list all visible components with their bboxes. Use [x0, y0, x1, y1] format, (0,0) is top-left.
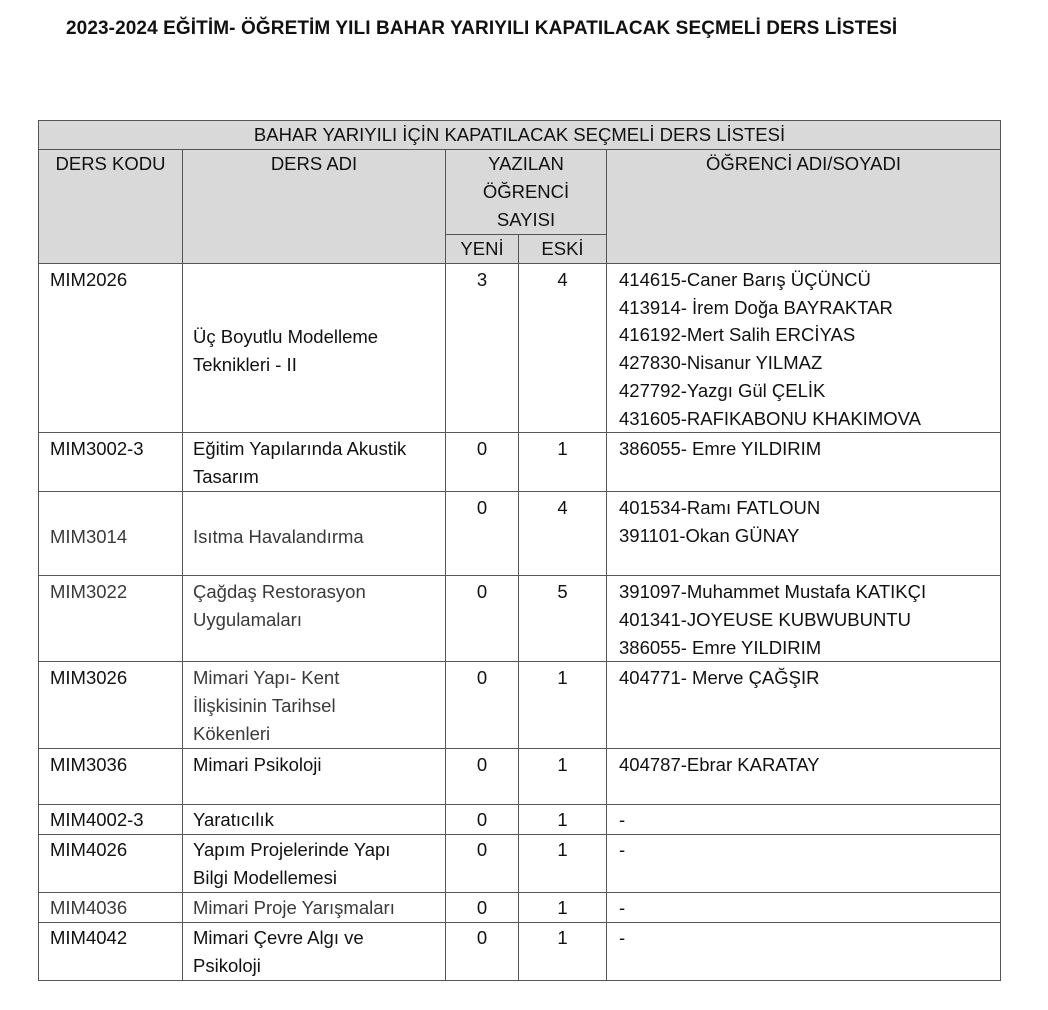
- table-row: [39, 433, 1001, 492]
- table-row: [39, 923, 1001, 981]
- course-code: MIM3002-3: [39, 433, 183, 492]
- old-count: 4: [519, 264, 607, 433]
- old-count: 4: [519, 492, 607, 576]
- header-ogrenci-sayisi: YAZILAN ÖĞRENCİ SAYISI: [446, 150, 607, 235]
- table-row: [39, 576, 1001, 662]
- table-caption: BAHAR YARIYILI İÇİN KAPATILACAK SEÇMELİ DERS LİSTESİ: [39, 121, 1001, 150]
- student-list: [607, 835, 1001, 893]
- closed-courses-table: [38, 120, 1001, 981]
- student-entry: 404771- Merve ÇAĞŞIR: [619, 667, 820, 689]
- student-list: [607, 923, 1001, 981]
- new-count: 3: [446, 264, 519, 433]
- student-entry: 416192-Mert Salih ERCİYAS: [619, 324, 856, 346]
- header-ogrenci-adi: ÖĞRENCİ ADI/SOYADI: [607, 150, 1001, 264]
- student-entry: -: [619, 809, 626, 831]
- table-row: [39, 805, 1001, 835]
- student-entry: 413914- İrem Doğa BAYRAKTAR: [619, 296, 893, 318]
- student-list: [607, 433, 1001, 492]
- old-count: 1: [519, 805, 607, 835]
- old-count: 1: [519, 662, 607, 749]
- course-name: Çağdaş Restorasyon Uygulamaları: [183, 576, 446, 662]
- course-name: Yaratıcılık: [183, 805, 446, 835]
- course-name: Mimari Proje Yarışmaları: [183, 893, 446, 923]
- old-count: 5: [519, 576, 607, 662]
- course-code: MIM3026: [39, 662, 183, 749]
- course-code: MIM4042: [39, 923, 183, 981]
- student-entry: 386055- Emre YILDIRIM: [619, 438, 822, 460]
- student-entry: 401534-Ramı FATLOUN: [619, 497, 821, 519]
- course-name: Üç Boyutlu Modelleme Teknikleri - II: [183, 264, 446, 433]
- student-list: [607, 576, 1001, 662]
- course-name: Mimari Çevre Algı ve Psikoloji: [183, 923, 446, 981]
- student-entry: 427830-Nisanur YILMAZ: [619, 352, 823, 374]
- header-eski: ESKİ: [519, 235, 607, 264]
- old-count: 1: [519, 433, 607, 492]
- student-entry: 386055- Emre YILDIRIM: [619, 636, 822, 658]
- student-list: [607, 893, 1001, 923]
- old-count: 1: [519, 893, 607, 923]
- new-count: 0: [446, 835, 519, 893]
- student-entry: -: [619, 897, 626, 919]
- new-count: 0: [446, 805, 519, 835]
- student-list: [607, 492, 1001, 576]
- header-ders-adi: DERS ADI: [183, 150, 446, 264]
- student-list: [607, 749, 1001, 805]
- table-row: [39, 749, 1001, 805]
- student-entry: 391097-Muhammet Mustafa KATIKÇI: [619, 581, 927, 603]
- course-name: Eğitim Yapılarında Akustik Tasarım: [183, 433, 446, 492]
- new-count: 0: [446, 576, 519, 662]
- new-count: 0: [446, 492, 519, 576]
- course-name: Mimari Psikoloji: [183, 749, 446, 805]
- course-code: MIM4002-3: [39, 805, 183, 835]
- new-count: 0: [446, 893, 519, 923]
- course-code: MIM3022: [39, 576, 183, 662]
- student-entry: -: [619, 927, 626, 949]
- header-yeni: YENİ: [446, 235, 519, 264]
- student-entry: 427792-Yazgı Gül ÇELİK: [619, 379, 826, 401]
- student-entry: 431605-RAFIKABONU KHAKIMOVA: [619, 407, 921, 429]
- new-count: 0: [446, 433, 519, 492]
- header-ders-kodu: DERS KODU: [39, 150, 183, 264]
- table-row: [39, 662, 1001, 749]
- old-count: 1: [519, 835, 607, 893]
- student-list: [607, 264, 1001, 433]
- course-name: Mimari Yapı- Kent İlişkisinin Tarihsel Kökenleri: [183, 662, 446, 749]
- course-code: MIM2026: [39, 264, 183, 433]
- old-count: 1: [519, 923, 607, 981]
- student-entry: 391101-Okan GÜNAY: [619, 524, 800, 546]
- student-entry: 414615-Caner Barış ÜÇÜNCÜ: [619, 269, 871, 290]
- student-list: [607, 662, 1001, 749]
- old-count: 1: [519, 749, 607, 805]
- document-title: 2023-2024 EĞİTİM- ÖĞRETİM YILI BAHAR YARIYILI KAPATILACAK SEÇMELİ DERS LİSTESİ: [66, 18, 898, 39]
- new-count: 0: [446, 662, 519, 749]
- course-code: MIM3036: [39, 749, 183, 805]
- student-entry: 404787-Ebrar KARATAY: [619, 754, 820, 776]
- student-entry: -: [619, 839, 626, 861]
- course-name: Yapım Projelerinde Yapı Bilgi Modellemesi: [183, 835, 446, 893]
- course-name: Isıtma Havalandırma: [183, 492, 446, 576]
- new-count: 0: [446, 923, 519, 981]
- student-list: [607, 805, 1001, 835]
- course-code: MIM4026: [39, 835, 183, 893]
- student-entry: 401341-JOYEUSE KUBWUBUNTU: [619, 608, 911, 630]
- table-row: [39, 492, 1001, 576]
- table-row: [39, 264, 1001, 433]
- table-row: [39, 893, 1001, 923]
- new-count: 0: [446, 749, 519, 805]
- table-row: [39, 835, 1001, 893]
- course-code: MIM3014: [39, 492, 183, 576]
- course-code: MIM4036: [39, 893, 183, 923]
